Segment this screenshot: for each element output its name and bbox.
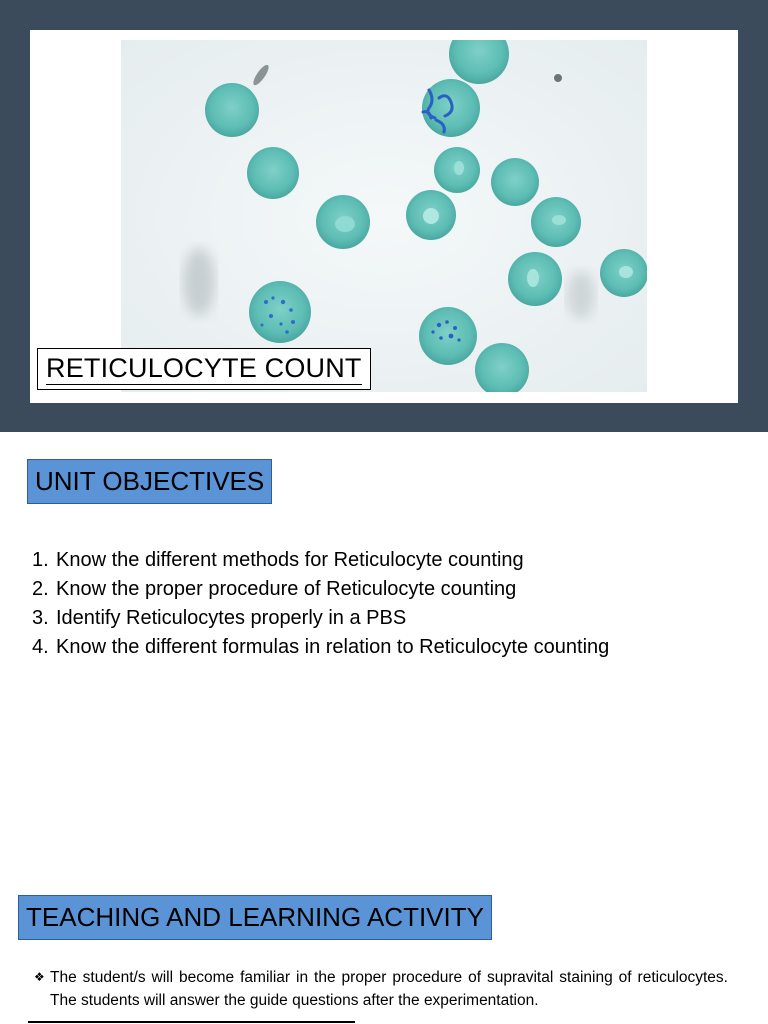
activity-heading: TEACHING AND LEARNING ACTIVITY — [26, 902, 484, 932]
divider-line — [28, 1021, 355, 1023]
title-slide-content — [30, 30, 738, 403]
activity-paragraph — [34, 966, 728, 1012]
reticulocyte-cell — [419, 307, 477, 365]
objectives-list — [32, 546, 609, 662]
slide-title: RETICULOCYTE COUNT — [46, 352, 362, 383]
list-item — [32, 546, 609, 575]
blood-cell — [491, 158, 539, 206]
title-slide — [0, 0, 768, 432]
reticulocyte-cell — [249, 281, 311, 343]
item-text: Know the proper procedure of Reticulocyte counting — [56, 578, 517, 600]
objectives-heading: UNIT OBJECTIVES — [35, 466, 265, 496]
item-text: Know the different formulas in relation to Reticulocyte counting — [56, 636, 610, 658]
slide-title-box — [37, 348, 371, 390]
blood-cell — [247, 147, 299, 199]
objectives-heading-box — [27, 459, 272, 504]
activity-heading-box — [18, 895, 492, 940]
blood-cell — [205, 83, 259, 137]
item-number: 1. — [32, 549, 49, 571]
item-number: 4. — [32, 636, 49, 658]
list-item — [32, 575, 609, 604]
item-number: 3. — [32, 607, 49, 629]
list-item — [32, 604, 609, 633]
item-number: 2. — [32, 578, 49, 600]
item-text: Identify Reticulocytes properly in a PBS — [56, 607, 407, 629]
activity-text: The student/s will become familiar in the proper procedure of supravital staining of reticulocytes. The students will answer the guide questions after the experimentation. — [50, 969, 728, 1009]
list-item — [32, 633, 609, 662]
item-text: Know the different methods for Reticulocyte counting — [56, 549, 524, 571]
diamond-bullet-icon: ❖ — [34, 970, 45, 984]
reticulocyte-micrograph — [121, 40, 647, 392]
